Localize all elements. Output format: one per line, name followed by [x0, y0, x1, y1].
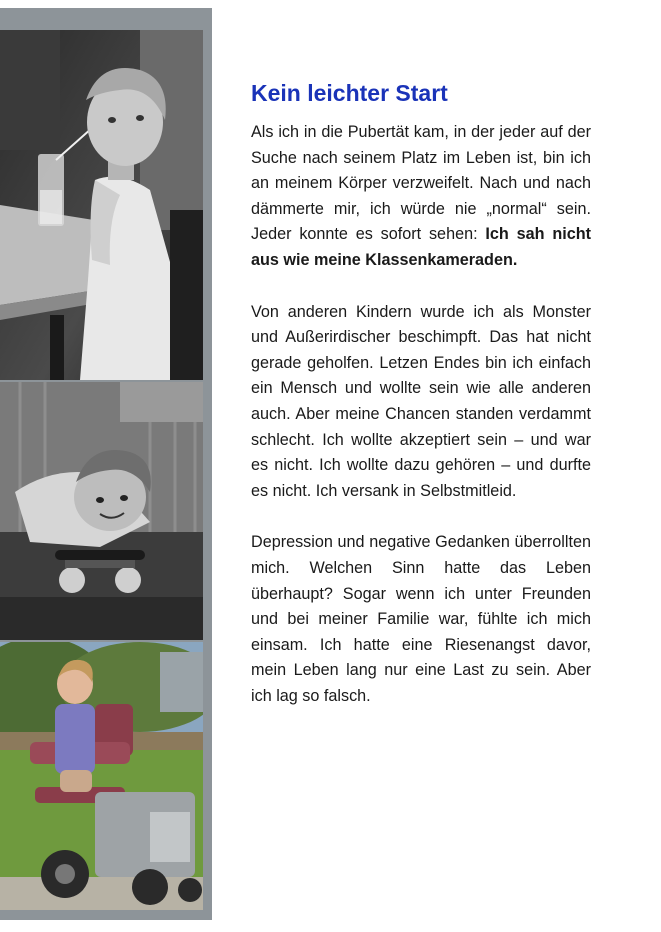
article — [251, 78, 591, 735]
paragraph-1 — [251, 120, 591, 274]
article-heading: Kein leichter Start — [251, 80, 448, 106]
photo-boy-skateboard — [0, 382, 203, 640]
paragraph-2: Von anderen Kindern wurde ich als Monster und Außerirdischer beschimpft. Das hat nicht gerade geholfen. Letzen Endes bin ich einfach ein Mensch und wollte sein wie alle anderen auch. Aber meine Chancen standen verdammt schlecht. Ich wollte akzeptiert sein – und war es nicht. Ich wollte dazu gehören – und durfte es nicht. Ich versank in Selbstmitleid. — [251, 302, 591, 500]
paragraph-1-text: Als ich in die Pubertät kam, in der jeder auf der Suche nach seinem Platz im Leben ist, bin ich an meinem Körper verzweifelt. Nach und nach dämmerte mir, ich würde nie „normal“ sein. Jeder konnte es sofort sehen: — [251, 123, 591, 244]
paragraph-1-emphasis: Ich sah nicht aus wie meine Klassenkameraden. — [251, 225, 592, 269]
photo-strip — [0, 8, 212, 920]
paragraph-3: Depression und negative Gedanken überrollten mich. Welchen Sinn hatte das Leben überhaupt? Sogar wenn ich unter Freunden und bei meiner Familie war, fühlte ich mich einsam. Ich hatte eine Riesenangst davor, mein Leben lang nur eine Last zu sein. Aber ich lag so falsch. — [251, 533, 591, 705]
photo-boy-drinking — [0, 30, 203, 380]
photo-boy-wheelchair — [0, 642, 203, 910]
